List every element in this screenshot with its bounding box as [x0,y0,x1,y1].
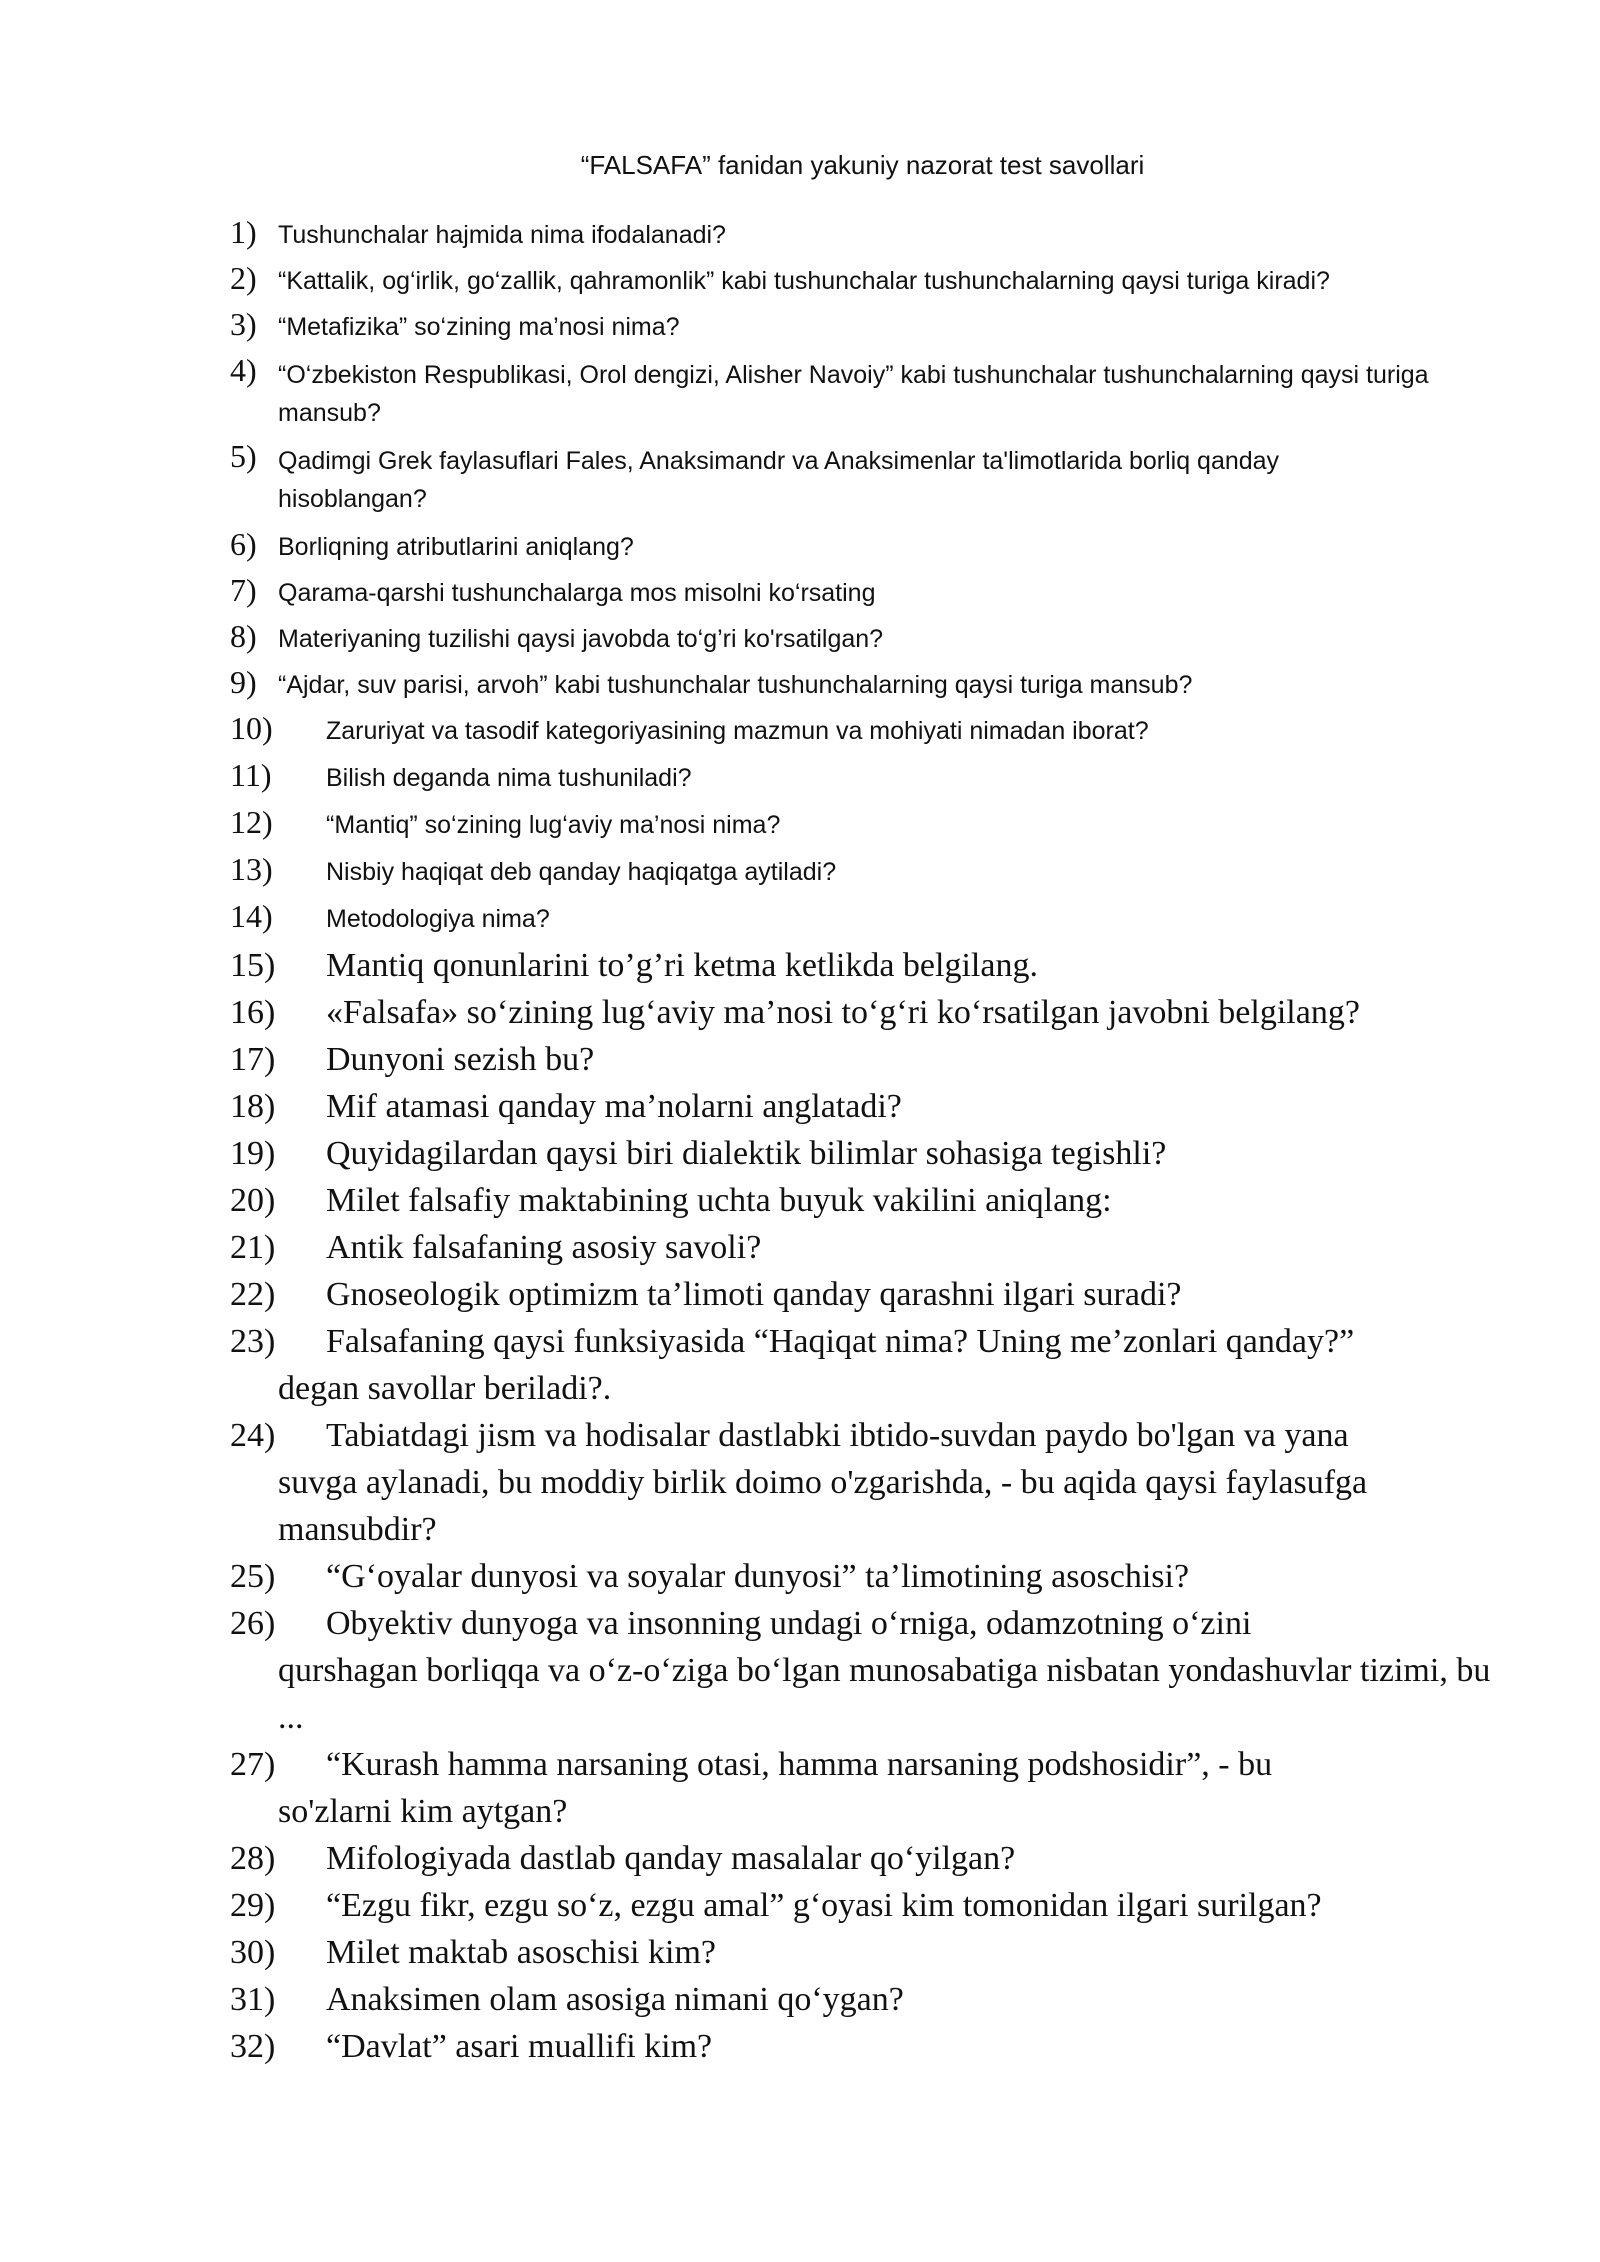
question-item [230,1741,1530,1835]
question-list-serif [230,942,1530,2070]
question-text: Tushunchalar hajmida nima ifodalanadi? [278,221,726,249]
question-number: 19) [230,1135,276,1172]
question-item [230,306,680,343]
question-text: Mif atamasi qanday ma’nolarni anglatadi? [326,1088,902,1125]
question-item [230,1835,1530,1882]
question-text: Milet maktab asoschisi kim? [326,1934,716,1971]
question-text: «Falsafa» so‘zining lug‘aviy ma’nosi to‘g‘ri ko‘rsatilgan javobni belgilang? [326,994,1360,1031]
question-item [230,526,634,563]
question-number: 23) [230,1323,276,1360]
question-number: 17) [230,1041,276,1078]
question-text: Dunyoni sezish bu? [326,1041,595,1078]
question-number: 12) [230,804,273,840]
question-item [230,1036,1530,1083]
question-text: “Kurash hamma narsaning otasi, hamma narsaning podshosidir”, - bu [326,1746,1273,1783]
question-number: 27) [230,1746,276,1783]
question-item [230,851,837,888]
question-number: 2) [230,260,257,296]
question-number: 6) [230,526,257,562]
question-item [230,1318,1530,1412]
question-text: Falsafaning qaysi funksiyasida “Haqiqat nima? Uning me’zonlari qanday?” [326,1323,1355,1360]
question-item [230,1412,1530,1553]
question-number: 13) [230,851,273,887]
question-text: Obyektiv dunyoga va insonning undagi o‘rniga, odamzotning o‘zini [326,1605,1252,1642]
question-item [230,1882,1530,1929]
question-number: 5) [230,438,257,474]
question-number: 11) [230,757,272,793]
question-text: “O‘zbekiston Respublikasi, Orol dengizi, Alisher Navoiy” kabi tushunchalar tushunchalarning qaysi turiga mansub? [278,361,1429,427]
question-text: Gnoseologik optimizm ta’limoti qanday qarashni ilgari suradi? [326,1276,1182,1313]
question-number: 31) [230,1981,276,2018]
question-text: Borliqning atributlarini aniqlang? [278,533,634,561]
question-number: 16) [230,994,276,1031]
question-number: 32) [230,2028,276,2065]
question-text-continued: suvga aylanadi, bu moddiy birlik doimo o'zgarishda, - bu aqida qaysi faylasufga mansubdir? [278,1464,1368,1548]
question-item [230,942,1530,989]
question-number: 4) [230,352,257,388]
question-text: “Ezgu fikr, ezgu so‘z, ezgu amal” g‘oyasi kim tomonidan ilgari surilgan? [326,1887,1322,1924]
question-item [230,572,876,609]
question-item [230,898,550,935]
question-item [230,804,781,841]
question-text: Qadimgi Grek faylasuflari Fales, Anaksimandr va Anaksimenlar ta'limotlarida borliq qanday hisoblangan? [278,447,1280,513]
question-item [230,710,1149,747]
question-item [230,1083,1530,1130]
question-text: Mifologiyada dastlab qanday masalalar qo‘yilgan? [326,1840,1016,1877]
question-number: 18) [230,1088,276,1125]
question-item [230,618,884,655]
question-item [230,2023,1530,2070]
question-text-continued: degan savollar beriladi?. [278,1370,612,1407]
question-text: Metodologiya nima? [326,905,550,933]
question-item [230,260,1330,297]
question-item [230,1271,1530,1318]
question-text: Milet falsafiy maktabining uchta buyuk vakilini aniqlang: [326,1182,1112,1219]
question-text-continued: so'zlarni kim aytgan? [278,1793,568,1830]
question-item [230,1976,1530,2023]
question-number: 28) [230,1840,276,1877]
question-item [230,989,1530,1036]
question-number: 26) [230,1605,276,1642]
question-number: 29) [230,1887,276,1924]
question-text: Anaksimen olam asosiga nimani qo‘ygan? [326,1981,904,2018]
question-text: “G‘oyalar dunyosi va soyalar dunyosi” ta’limotining asoschisi? [326,1558,1190,1595]
question-item [230,438,1280,513]
question-item [230,664,1193,701]
question-number: 22) [230,1276,276,1313]
question-text: “Davlat” asari muallifi kim? [326,2028,713,2065]
question-item [230,214,726,251]
page-title: “FALSAFA” fanidan yakuniy nazorat test savollari [580,150,1145,180]
question-number: 14) [230,898,273,934]
question-text: Mantiq qonunlarini to’g’ri ketma ketlikda belgilang. [326,947,1038,984]
question-number: 10) [230,710,273,746]
question-item [230,757,692,794]
question-text: Zaruriyat va tasodif kategoriyasining mazmun va mohiyati nimadan iborat? [326,717,1149,745]
question-number: 30) [230,1934,276,1971]
question-number: 8) [230,618,257,654]
question-text: Quyidagilardan qaysi biri dialektik bilimlar sohasiga tegishli? [326,1135,1167,1172]
question-text: “Ajdar, suv parisi, arvoh” kabi tushunchalar tushunchalarning qaysi turiga mansub? [278,671,1193,699]
question-item [230,1553,1530,1600]
question-text: “Mantiq” so‘zining lug‘aviy ma’nosi nima? [326,811,781,839]
question-item [230,1130,1530,1177]
question-text: Tabiatdagi jism va hodisalar dastlabki ibtido-suvdan paydo bo'lgan va yana [326,1417,1349,1454]
question-text: Qarama-qarshi tushunchalarga mos misolni ko‘rsating [278,579,876,607]
question-number: 9) [230,664,257,700]
question-item [230,1929,1530,1976]
question-number: 7) [230,572,257,608]
question-number: 15) [230,947,276,984]
question-text: Materiyaning tuzilishi qaysi javobda to‘g’ri ko'rsatilgan? [278,625,884,653]
question-number: 3) [230,306,257,342]
question-text: “Metafizika” so‘zining ma’nosi nima? [278,313,680,341]
question-text: Nisbiy haqiqat deb qanday haqiqatga aytiladi? [326,858,837,886]
question-number: 20) [230,1182,276,1219]
question-item [230,1600,1530,1741]
question-text: Antik falsafaning asosiy savoli? [326,1229,762,1266]
question-text: “Kattalik, og‘irlik, go‘zallik, qahramonlik” kabi tushunchalar tushunchalarning qaysi turiga kiradi? [278,267,1330,295]
question-item [230,1177,1530,1224]
question-number: 1) [230,214,257,250]
question-number: 21) [230,1229,276,1266]
question-number: 24) [230,1417,276,1454]
question-number: 25) [230,1558,276,1595]
question-text-continued: qurshagan borliqqa va o‘z-o‘ziga bo‘lgan munosabatiga nisbatan yondashuvlar tizimi, bu ... [278,1652,1491,1736]
question-item [230,1224,1530,1271]
question-item [230,352,1429,427]
question-text: Bilish deganda nima tushuniladi? [326,764,692,792]
